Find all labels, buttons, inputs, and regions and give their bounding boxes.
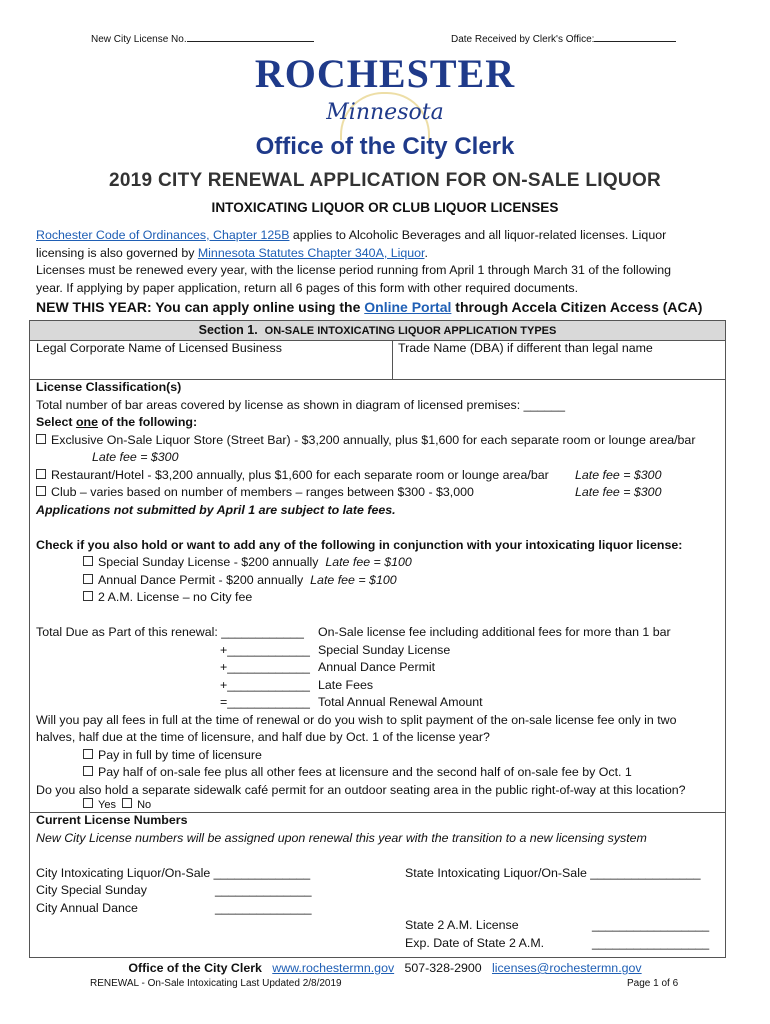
footer-phone: 507-328-2900 [404,961,482,975]
checkbox-sunday[interactable] [83,556,93,566]
checkbox-pay-full[interactable] [83,749,93,759]
intro-text: year. If applying by paper application, return all 6 pages of this form with other required documents. [36,280,579,295]
option-pay-full[interactable]: Pay in full by time of licensure [83,747,262,765]
page-subtitle: INTOXICATING LIQUOR OR CLUB LIQUOR LICENSES [211,200,559,215]
license-number-blank[interactable] [187,41,314,42]
legal-name-field[interactable]: Legal Corporate Name of Licensed Business [36,341,282,355]
fee-late-label: Late Fees [318,677,374,692]
date-received-label: Date Received by Clerk's Office: [451,34,595,45]
sidewalk-question: Do you also hold a separate sidewalk café permit for an outdoor seating area in the public right-of-way at this location? [36,782,686,797]
select-instruction: Select one of the following: [36,415,198,429]
footer-contact [0,961,770,975]
intro-text: Licenses must be renewed every year, with the license period running from April 1 through March 31 of the following [36,263,672,277]
license-number-label: New City License No. [91,34,187,45]
fee-sunday-label: Special Sunday License [318,642,451,657]
section-1-header [29,320,726,341]
state-exp-field[interactable]: _________________ [592,935,710,950]
exclusive-late-fee: Late fee = $300 [92,450,179,464]
city-intox-field[interactable]: City Intoxicating Liquor/On-Sale ______________ [36,865,311,880]
statutes-link[interactable]: Minnesota Statutes Chapter 340A, Liquor [197,245,425,260]
footer-form-id: RENEWAL - On-Sale Intoxicating Last Updated 2/8/2019 [90,978,342,989]
current-license-heading: Current License Numbers [36,813,188,827]
trade-name-field[interactable]: Trade Name (DBA) if different than legal name [398,341,653,355]
fee-total-label: Total Annual Renewal Amount [318,695,483,709]
option-sunday[interactable]: Special Sunday License - $200 annually Late fee = $100 [83,554,412,572]
notice-text: through Accela Citizen Access (ACA) [451,299,703,315]
no-label: No [137,799,152,811]
current-license-box [29,812,726,958]
split-question-cont: halves, half due at the time of licensure, and half due by Oct. 1 of the license year? [36,730,490,744]
intro-text: . [424,245,428,260]
office-title: Office of the City Clerk [255,133,515,160]
checkbox-club[interactable] [36,486,46,496]
fee-sunday-field[interactable]: +____________ [220,642,310,657]
intro-text: licensing is also governed by [36,245,198,260]
section-heading: ON-SALE INTOXICATING LIQUOR APPLICATION TYPES [264,325,557,337]
club-late-fee: Late fee = $300 [575,485,662,499]
option-2am[interactable]: 2 A.M. License – no City fee [83,589,252,607]
option-restaurant[interactable]: Restaurant/Hotel - $3,200 annually, plus $1,600 for each separate room or lounge area/bar [36,467,549,485]
new-this-year-notice [36,299,702,315]
license-classification-box [29,379,726,813]
city-logo-text: ROCHESTER [254,51,516,96]
current-license-note: New City License numbers will be assigned upon renewal this year with the transition to a new licensing system [36,830,647,845]
section-label: Section 1. [198,323,258,337]
code-ordinances-link[interactable]: Rochester Code of Ordinances, Chapter 125B [36,228,290,242]
state-logo-text: Minnesota [326,100,444,125]
classification-heading: License Classification(s) [36,380,182,394]
option-club[interactable]: Club – varies based on number of members – ranges between $300 - $3,000 [36,484,474,502]
city-sunday-field[interactable]: ______________ [215,883,312,897]
intro-paragraph [36,227,736,297]
total-due-field[interactable]: Total Due as Part of this renewal: ____________ [36,625,304,639]
footer-website-link[interactable]: www.rochestermn.gov [272,961,395,975]
business-name-row [29,340,726,380]
checkbox-exclusive[interactable] [36,434,46,444]
notice-text: NEW THIS YEAR: You can apply online using the [36,299,365,315]
also-hold-heading: Check if you also hold or want to add any of the following in conjunction with your intoxicating liquor license: [36,537,683,552]
city-sunday-label: City Special Sunday [36,883,147,897]
city-dance-field[interactable]: ______________ [215,900,312,915]
option-pay-half[interactable]: Pay half of on-sale fee plus all other fees at licensure and the second half of on-sale fee by Oct. 1 [83,764,632,782]
intro-text: applies to Alcoholic Beverages and all liquor-related licenses. Liquor [289,228,667,242]
page-title: 2019 CITY RENEWAL APPLICATION FOR ON-SALE LIQUOR [108,170,662,191]
total-due-desc: On-Sale license fee including additional fees for more than 1 bar [318,625,671,639]
late-fee-warning: Applications not submitted by April 1 are subject to late fees. [36,502,396,517]
state-2am-label: State 2 A.M. License [405,918,519,932]
state-2am-field[interactable]: _________________ [592,918,710,932]
option-exclusive[interactable]: Exclusive On-Sale Liquor Store (Street Bar) - $3,200 annually, plus $1,600 for each separate room or lounge area/bar [36,432,695,450]
online-portal-link[interactable]: Online Portal [364,299,452,315]
checkbox-no[interactable] [122,798,132,808]
fee-dance-field[interactable]: +____________ [220,660,310,674]
license-number-field[interactable] [91,34,314,45]
date-received-field[interactable] [451,34,676,45]
footer-email-link[interactable]: licenses@rochestermn.gov [491,961,642,975]
footer-office: Office of the City Clerk [128,961,262,975]
city-dance-label: City Annual Dance [36,900,138,915]
yes-label: Yes [98,799,116,811]
checkbox-yes[interactable] [83,798,93,808]
checkbox-restaurant[interactable] [36,469,46,479]
fee-total-field[interactable]: =____________ [220,695,310,709]
state-exp-label: Exp. Date of State 2 A.M. [405,935,545,950]
fee-late-field[interactable]: +____________ [220,677,310,692]
footer-page-number: Page 1 of 6 [627,978,679,989]
bar-areas-field[interactable]: Total number of bar areas covered by license as shown in diagram of licensed premises: ______ [36,397,565,412]
restaurant-late-fee: Late fee = $300 [575,467,662,482]
checkbox-2am[interactable] [83,591,93,601]
split-question: Will you pay all fees in full at the time of renewal or do you wish to split payment of the on-sale license fee only in two [36,712,677,727]
checkbox-dance[interactable] [83,574,93,584]
fee-dance-label: Annual Dance Permit [318,660,436,674]
option-dance[interactable]: Annual Dance Permit - $200 annually Late fee = $100 [83,572,397,590]
checkbox-pay-half[interactable] [83,766,93,776]
date-received-blank[interactable] [594,41,676,42]
state-intox-field[interactable]: State Intoxicating Liquor/On-Sale ________________ [405,865,701,880]
